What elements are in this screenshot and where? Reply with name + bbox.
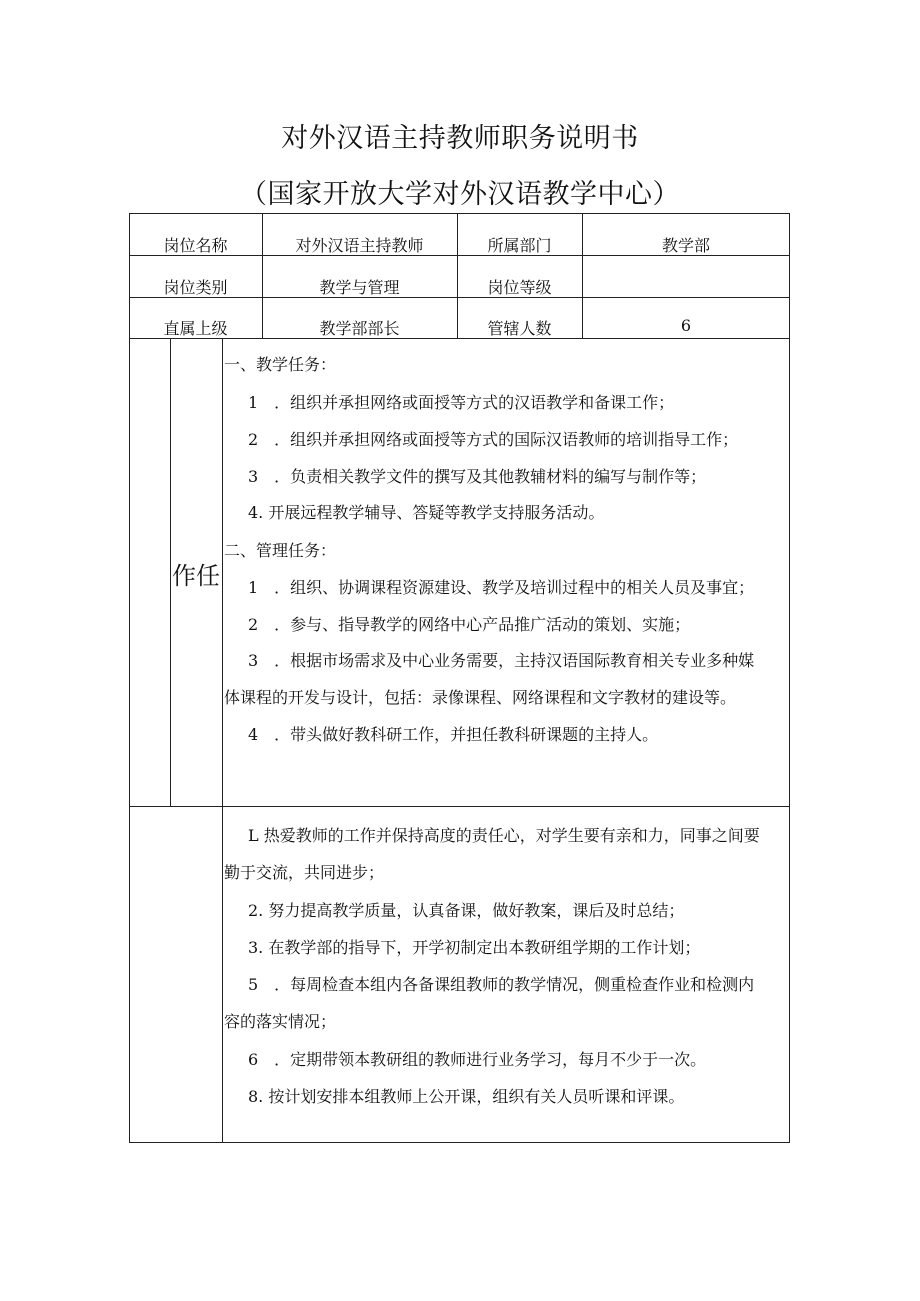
value-position-category: 教学与管理 [319,278,400,297]
table-row-divider [129,806,790,807]
teaching-item: 1 ．组织并承担网络或面授等方式的汉语教学和备课工作； [248,393,675,412]
requirement-line: 5 ．每周检查本组内各备课组教师的教学情况，侧重检查作业和检测内 [248,975,755,994]
management-item: 体课程的开发与设计，包括：录像课程、网络课程和文字教材的建设等。 [224,688,737,707]
document-title: 对外汉语主持教师职务说明书 [281,123,639,154]
teaching-item: 3 ．负责相关教学文件的撰写及其他教辅材料的编写与制作等； [248,467,707,486]
teaching-item: 4. 开展远程教学辅导、答疑等教学支持服务活动。 [248,503,605,522]
value-department: 教学部 [661,236,710,255]
management-item: 2 ．参与、指导教学的网络中心产品推广活动的策划、实施； [248,615,691,634]
label-subordinate-count: 管辖人数 [487,319,552,338]
management-item: 1 ．组织、协调课程资源建设、教学及培训过程中的相关人员及事宜； [248,578,755,597]
value-direct-supervisor: 教学部部长 [319,319,400,338]
document-subtitle: （国家开放大学对外汉语教学中心） [240,179,680,210]
requirement-line: L 热爱教师的工作并保持高度的责任心，对学生要有亲和力，同事之间要 [248,826,760,845]
requirement-line: 6 ．定期带领本教研组的教师进行业务学习，每月不少于一次。 [248,1050,707,1069]
label-position-name: 岗位名称 [163,236,228,255]
requirement-line: 勤于交流，共同进步； [224,863,385,882]
duties-side-label: 作任 [172,562,220,590]
label-department: 所属部门 [487,236,552,255]
requirement-line: 容的落实情况； [224,1012,337,1031]
management-heading: 二、管理任务： [224,541,337,560]
requirement-line: 3. 在教学部的指导下，开学初制定出本教研组学期的工作计划； [248,938,701,957]
management-item: 3 ．根据市场需求及中心业务需要，主持汉语国际教育相关专业多种媒 [248,651,755,670]
requirement-line: 8. 按计划安排本组教师上公开课，组织有关人员听课和评课。 [248,1087,685,1106]
label-direct-supervisor: 直属上级 [163,319,228,338]
teaching-item: 2 ．组织并承担网络或面授等方式的国际汉语教师的培训指导工作； [248,430,739,449]
value-subordinate-count: 6 [680,316,692,335]
label-position-level: 岗位等级 [487,278,552,297]
management-item: 4 ．带头做好教科研工作，并担任教科研课题的主持人。 [248,725,659,744]
value-position-name: 对外汉语主持教师 [295,236,424,255]
label-position-category: 岗位类别 [163,278,228,297]
teaching-heading: 一、教学任务： [224,355,337,374]
requirement-line: 2. 努力提高教学质量，认真备课，做好教案，课后及时总结； [248,901,685,920]
table-column-divider [222,338,223,1143]
